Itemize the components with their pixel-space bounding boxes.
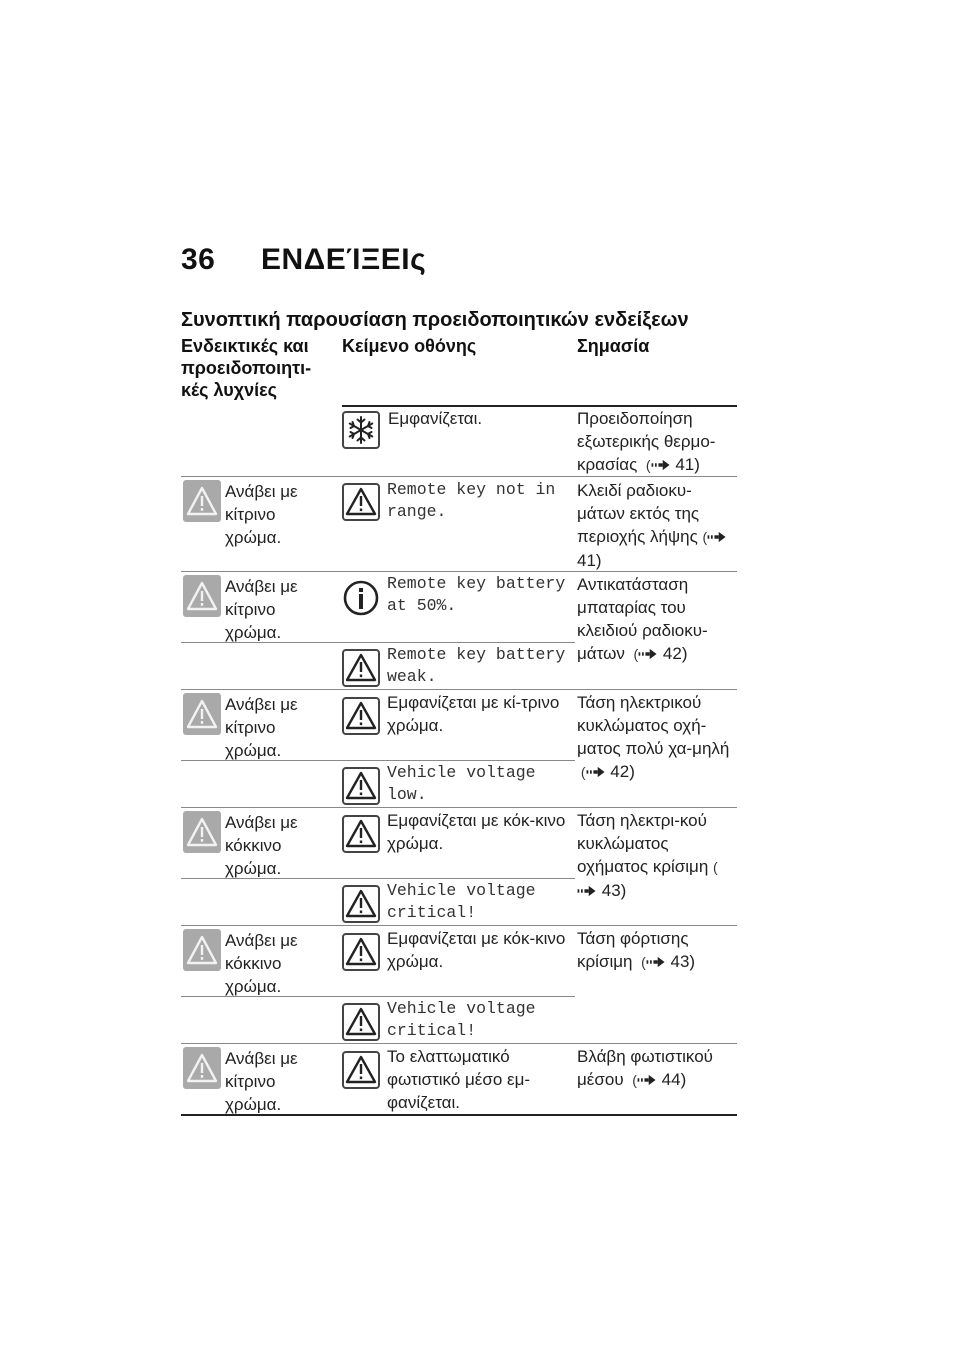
meaning-cell [577,573,735,666]
info-circle-icon [342,579,380,617]
warning-triangle-icon [342,649,380,687]
warning-lamp-icon [183,1047,221,1089]
arrow-right-icon: ( [628,1072,657,1088]
display-message: Vehicle voltage critical! [387,881,536,922]
warning-table [181,405,737,1117]
display-text: Εμφανίζεται. [388,409,483,428]
arrow-right-icon: ( [703,529,728,545]
column-header-text: Κείμενο οθόνης [342,336,477,356]
warning-triangle-icon [342,815,380,853]
lamp-text: Ανάβει με κίτρινο χρώμα. [225,1049,298,1114]
warning-lamp-icon [183,693,221,735]
meaning-cell [577,407,735,477]
meaning-cell [577,479,735,572]
page-ref: 42) [610,762,635,781]
meaning-text: Τάση ηλεκτρι-κού κυκλώματος οχήματος κρίσιμη [577,811,709,876]
page-header [181,243,426,277]
lamp-text: Ανάβει με κίτρινο χρώμα. [225,482,298,547]
warning-lamp-icon [183,811,221,853]
arrow-right-icon: ( [577,859,718,899]
arrow-right-icon: ( [642,457,671,473]
section-title: Συνοπτική παρουσίαση προειδοποιητικών ενδείξεων [181,309,689,331]
page-ref: 43) [670,952,696,971]
warning-triangle-icon [342,885,380,923]
warning-triangle-icon [342,1003,380,1041]
display-message: Remote key battery weak. [387,645,566,686]
lamp-text: Ανάβει με κόκκινο χρώμα. [225,813,298,878]
page-ref: 42) [662,644,688,663]
warning-triangle-icon [342,933,380,971]
column-header-meaning: Σημασία [577,336,650,356]
meaning-cell [577,691,735,784]
meaning-text: Προειδοποίηση εξωτερικής θερμο-κρασίας [577,409,716,474]
chapter-title: ΕΝΔΕΊΞΕΙς [261,243,427,276]
page-ref: 43) [601,881,627,900]
table-rule [181,689,737,690]
meaning-cell [577,1045,735,1092]
snowflake-icon [342,411,380,449]
display-message: Remote key not in range. [387,480,556,521]
display-message: Vehicle voltage low. [387,763,536,804]
meaning-text: Τάση φόρτισης κρίσιμη [577,929,689,971]
warning-triangle-icon [342,1051,380,1089]
table-rule [181,1043,737,1044]
meaning-text: Τάση ηλεκτρικού κυκλώματος οχή-ματος πολύ χα-μηλή [577,693,730,758]
warning-lamp-icon [183,575,221,617]
lamp-text: Ανάβει με κόκκινο χρώμα. [225,931,298,996]
warning-triangle-icon [342,483,380,521]
display-message: Remote key battery at 50%. [387,574,566,615]
meaning-cell [577,927,735,974]
display-message: Vehicle voltage critical! [387,999,536,1040]
arrow-right-icon: ( [630,646,659,662]
warning-triangle-icon [342,767,380,805]
page-number: 36 [181,243,216,276]
table-rule [181,807,737,808]
display-text: Εμφανίζεται με κόκ-κινο χρώμα. [387,811,566,853]
display-text: Το ελαττωματικό φωτιστικό μέσο εμ-φανίζεται. [387,1047,531,1112]
display-text: Εμφανίζεται με κόκ-κινο χρώμα. [387,929,566,971]
page-ref: 44) [661,1070,687,1089]
page-ref: 41) [675,455,700,474]
arrow-right-icon: ( [637,954,666,970]
warning-lamp-icon [183,480,221,522]
lamp-text: Ανάβει με κίτρινο χρώμα. [225,577,298,642]
page-ref: 41) [577,551,602,570]
meaning-text: Αντικατάσταση μπαταρίας του κλειδιού ραδιοκυ-μάτων [577,575,708,663]
table-rule [181,925,737,926]
lamp-text: Ανάβει με κίτρινο χρώμα. [225,695,298,760]
meaning-text: Κλειδί ραδιοκυ-μάτων εκτός της περιοχής λήψης [577,481,700,546]
meaning-cell [577,809,735,903]
arrow-right-icon: ( [577,764,606,780]
column-header-lamp: Ενδεικτικές και προειδοποιητι-κές λυχνίες [181,336,312,400]
warning-lamp-icon [183,929,221,971]
meaning-text: Βλάβη φωτιστικού μέσου [577,1047,713,1089]
display-text: Εμφανίζεται με κί-τρινο χρώμα. [387,693,560,735]
warning-triangle-icon [342,697,380,735]
